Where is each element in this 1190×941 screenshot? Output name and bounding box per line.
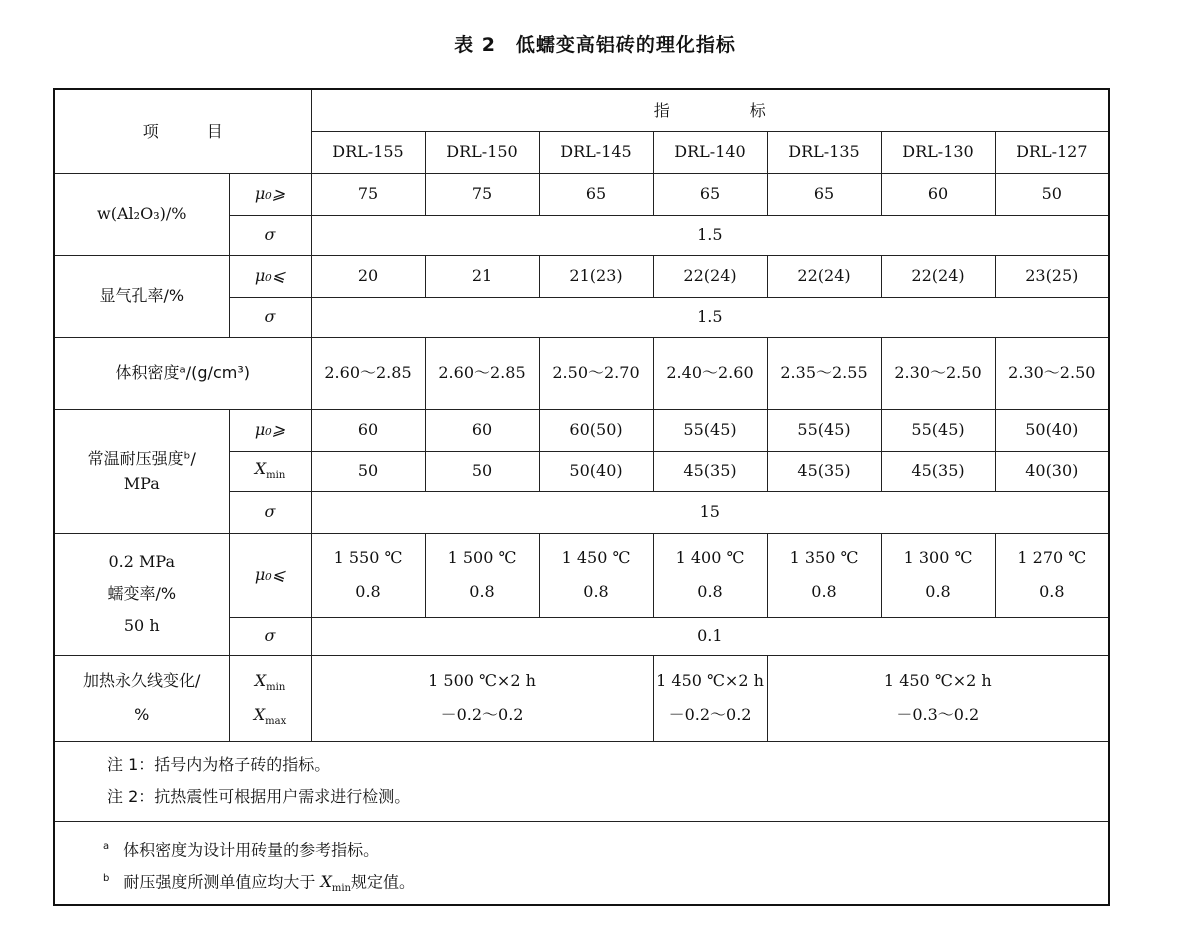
reheat-label [54, 655, 229, 741]
alumina-value: 60 [881, 173, 995, 215]
creep-cell: 1 500 ℃ 0.8 [425, 533, 539, 617]
grade-header: DRL-145 [539, 131, 653, 173]
strength-xmin-value: 50 [425, 451, 539, 491]
xmin-symbol: $X_{min}$ [229, 451, 311, 491]
strength-mu-value: 60 [311, 409, 425, 451]
porosity-sigma: 1.5 [311, 297, 1109, 337]
alumina-value: 65 [653, 173, 767, 215]
creep-label-line1: 0.2 MPa [108, 552, 175, 571]
footnote-a: $^a$ 体积密度为设计用砖量的参考指标。 [103, 840, 380, 860]
alumina-value: 50 [995, 173, 1109, 215]
strength-sigma: 15 [311, 491, 1109, 533]
header-index: 指标 [311, 89, 1109, 131]
alumina-sigma: 1.5 [311, 215, 1109, 255]
porosity-value: 20 [311, 255, 425, 297]
porosity-value: 22(24) [881, 255, 995, 297]
creep-sigma: 0.1 [311, 617, 1109, 655]
creep-cell: 1 300 ℃ 0.8 [881, 533, 995, 617]
alumina-value: 65 [767, 173, 881, 215]
porosity-value: 21 [425, 255, 539, 297]
strength-label [54, 409, 229, 533]
mu-ge-symbol: μ₀⩾ [229, 409, 311, 451]
reheat-group3: 1 450 ℃×2 h －0.3～0.2 [767, 655, 1109, 741]
porosity-value: 22(24) [767, 255, 881, 297]
creep-cell: 1 350 ℃ 0.8 [767, 533, 881, 617]
notes-cell [54, 741, 1109, 821]
density-value: 2.60～2.85 [425, 337, 539, 409]
alumina-value: 65 [539, 173, 653, 215]
strength-xmin-value: 50 [311, 451, 425, 491]
header-item: 项目 [54, 89, 311, 173]
reheat-group1: 1 500 ℃×2 h －0.2～0.2 [311, 655, 653, 741]
grade-header: DRL-155 [311, 131, 425, 173]
strength-mu-value: 55(45) [881, 409, 995, 451]
strength-xmin-value: 40(30) [995, 451, 1109, 491]
note-2: 注 2：抗热震性可根据用户需求进行检测。 [107, 787, 411, 806]
density-value: 2.40～2.60 [653, 337, 767, 409]
strength-xmin-value: 45(35) [767, 451, 881, 491]
grade-header: DRL-150 [425, 131, 539, 173]
footnote-b: $^b$ 耐压强度所测单值应均大于 $X_{min}$规定值。 [103, 872, 415, 895]
porosity-value: 23(25) [995, 255, 1109, 297]
creep-label-line2: 蠕变率/% [107, 584, 177, 603]
density-value: 2.30～2.50 [995, 337, 1109, 409]
sigma-symbol: σ [229, 491, 311, 533]
strength-xmin-value: 50(40) [539, 451, 653, 491]
strength-mu-value: 60(50) [539, 409, 653, 451]
note-1: 注 1：括号内为格子砖的指标。 [107, 755, 331, 774]
table-title: 表 2 低蠕变高铝砖的理化指标 [454, 34, 736, 56]
density-label: 体积密度ᵃ/(g/cm³) [54, 337, 311, 409]
alumina-value: 75 [425, 173, 539, 215]
grade-header: DRL-127 [995, 131, 1109, 173]
mu-le-symbol: μ₀⩽ [229, 533, 311, 617]
grade-header: DRL-140 [653, 131, 767, 173]
creep-cell: 1 550 ℃ 0.8 [311, 533, 425, 617]
reheat-label-line2: % [134, 705, 150, 724]
creep-label [54, 533, 229, 655]
creep-cell: 1 450 ℃ 0.8 [539, 533, 653, 617]
alumina-label: w(Al₂O₃)/% [54, 173, 229, 255]
grade-header: DRL-135 [767, 131, 881, 173]
strength-label-line2: MPa [123, 474, 160, 493]
sigma-symbol: σ [229, 297, 311, 337]
density-value: 2.50～2.70 [539, 337, 653, 409]
sigma-symbol: σ [229, 215, 311, 255]
xmin-xmax-symbols: $X_{min}$ $X_{max}$ [229, 655, 311, 741]
porosity-value: 21(23) [539, 255, 653, 297]
mu-ge-symbol: μ₀⩾ [229, 173, 311, 215]
footnotes-cell [54, 821, 1109, 905]
reheat-label-line1: 加热永久线变化/ [83, 671, 201, 690]
strength-mu-value: 55(45) [653, 409, 767, 451]
reheat-group2: 1 450 ℃×2 h －0.2～0.2 [653, 655, 767, 741]
mu-le-symbol: μ₀⩽ [229, 255, 311, 297]
strength-xmin-value: 45(35) [881, 451, 995, 491]
density-value: 2.30～2.50 [881, 337, 995, 409]
creep-label-line3: 50 h [123, 616, 160, 635]
porosity-label: 显气孔率/% [54, 255, 229, 337]
density-value: 2.35～2.55 [767, 337, 881, 409]
creep-cell: 1 400 ℃ 0.8 [653, 533, 767, 617]
strength-mu-value: 50(40) [995, 409, 1109, 451]
strength-label-line1: 常温耐压强度ᵇ/ [87, 448, 196, 468]
creep-cell: 1 270 ℃ 0.8 [995, 533, 1109, 617]
strength-xmin-value: 45(35) [653, 451, 767, 491]
density-value: 2.60～2.85 [311, 337, 425, 409]
sigma-symbol: σ [229, 617, 311, 655]
strength-mu-value: 60 [425, 409, 539, 451]
strength-mu-value: 55(45) [767, 409, 881, 451]
grade-header: DRL-130 [881, 131, 995, 173]
porosity-value: 22(24) [653, 255, 767, 297]
alumina-value: 75 [311, 173, 425, 215]
properties-table [53, 88, 1110, 906]
